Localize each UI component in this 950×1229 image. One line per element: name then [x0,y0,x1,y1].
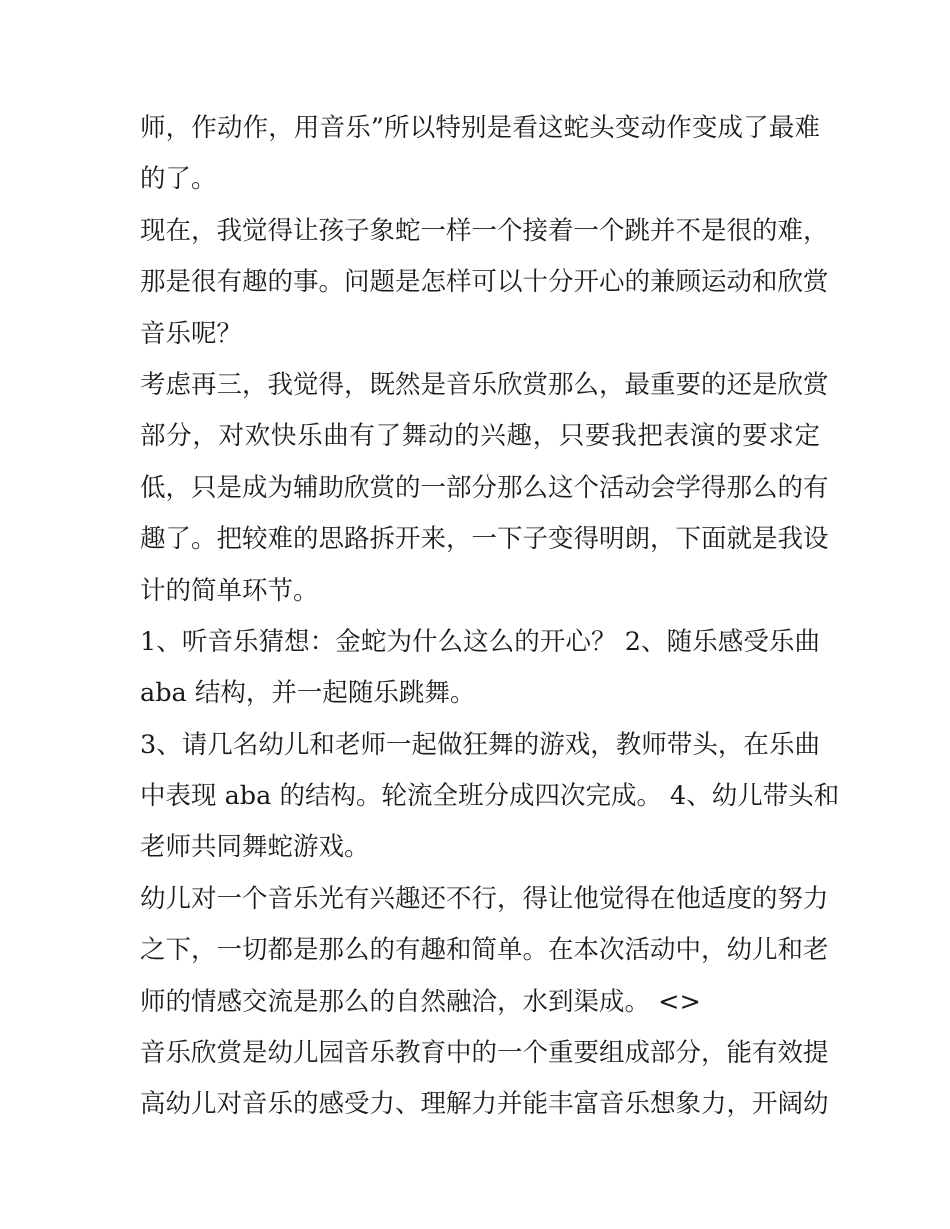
text-line: 的了。 [140,164,217,195]
text-line: 趣了。把较难的思路拆开来，一下子变得明朗，下面就是我设 [140,524,829,555]
text-line: 1、听音乐猜想：金蛇为什么这么的开心？ 2、随乐感受乐曲 [140,626,820,657]
text-line: 音乐呢？ [140,318,243,349]
text-line: 现在，我觉得让孩子象蛇一样一个接着一个跳并不是很的难， [140,215,829,246]
text-line: 幼儿对一个音乐光有兴趣还不行，得让他觉得在他适度的努力 [140,883,829,914]
text-line: 考虑再三，我觉得，既然是音乐欣赏那么，最重要的还是欣赏 [140,369,829,400]
text-line: 低，只是成为辅助欣赏的一部分那么这个活动会学得那么的有 [140,472,829,503]
document-body [140,103,840,1131]
text-line: 师的情感交流是那么的自然融洽，水到渠成。 <> [140,986,701,1017]
text-line: aba 结构，并一起随乐跳舞。 [140,678,476,709]
text-line: 之下，一切都是那么的有趣和简单。在本次活动中，幼儿和老 [140,935,829,966]
text-line: 老师共同舞蛇游戏。 [140,832,370,863]
text-line: 那是很有趣的事。问题是怎样可以十分开心的兼顾运动和欣赏 [140,267,829,298]
text-line: 师，作动作，用音乐”所以特别是看这蛇头变动作变成了最难 [140,113,820,143]
text-line: 部分，对欢快乐曲有了舞动的兴趣，只要我把表演的要求定 [140,421,820,452]
text-line: 计的简单环节。 [140,575,319,606]
text-line: 音乐欣赏是幼儿园音乐教育中的一个重要组成部分，能有效提 [140,1038,829,1069]
text-line: 高幼儿对音乐的感受力、理解力并能丰富音乐想象力，开阔幼 [140,1089,829,1120]
text-line: 3、请几名幼儿和老师一起做狂舞的游戏，教师带头，在乐曲 [140,729,820,760]
text-line: 中表现 aba 的结构。轮流全班分成四次完成。 4、幼儿带头和 [140,781,840,812]
